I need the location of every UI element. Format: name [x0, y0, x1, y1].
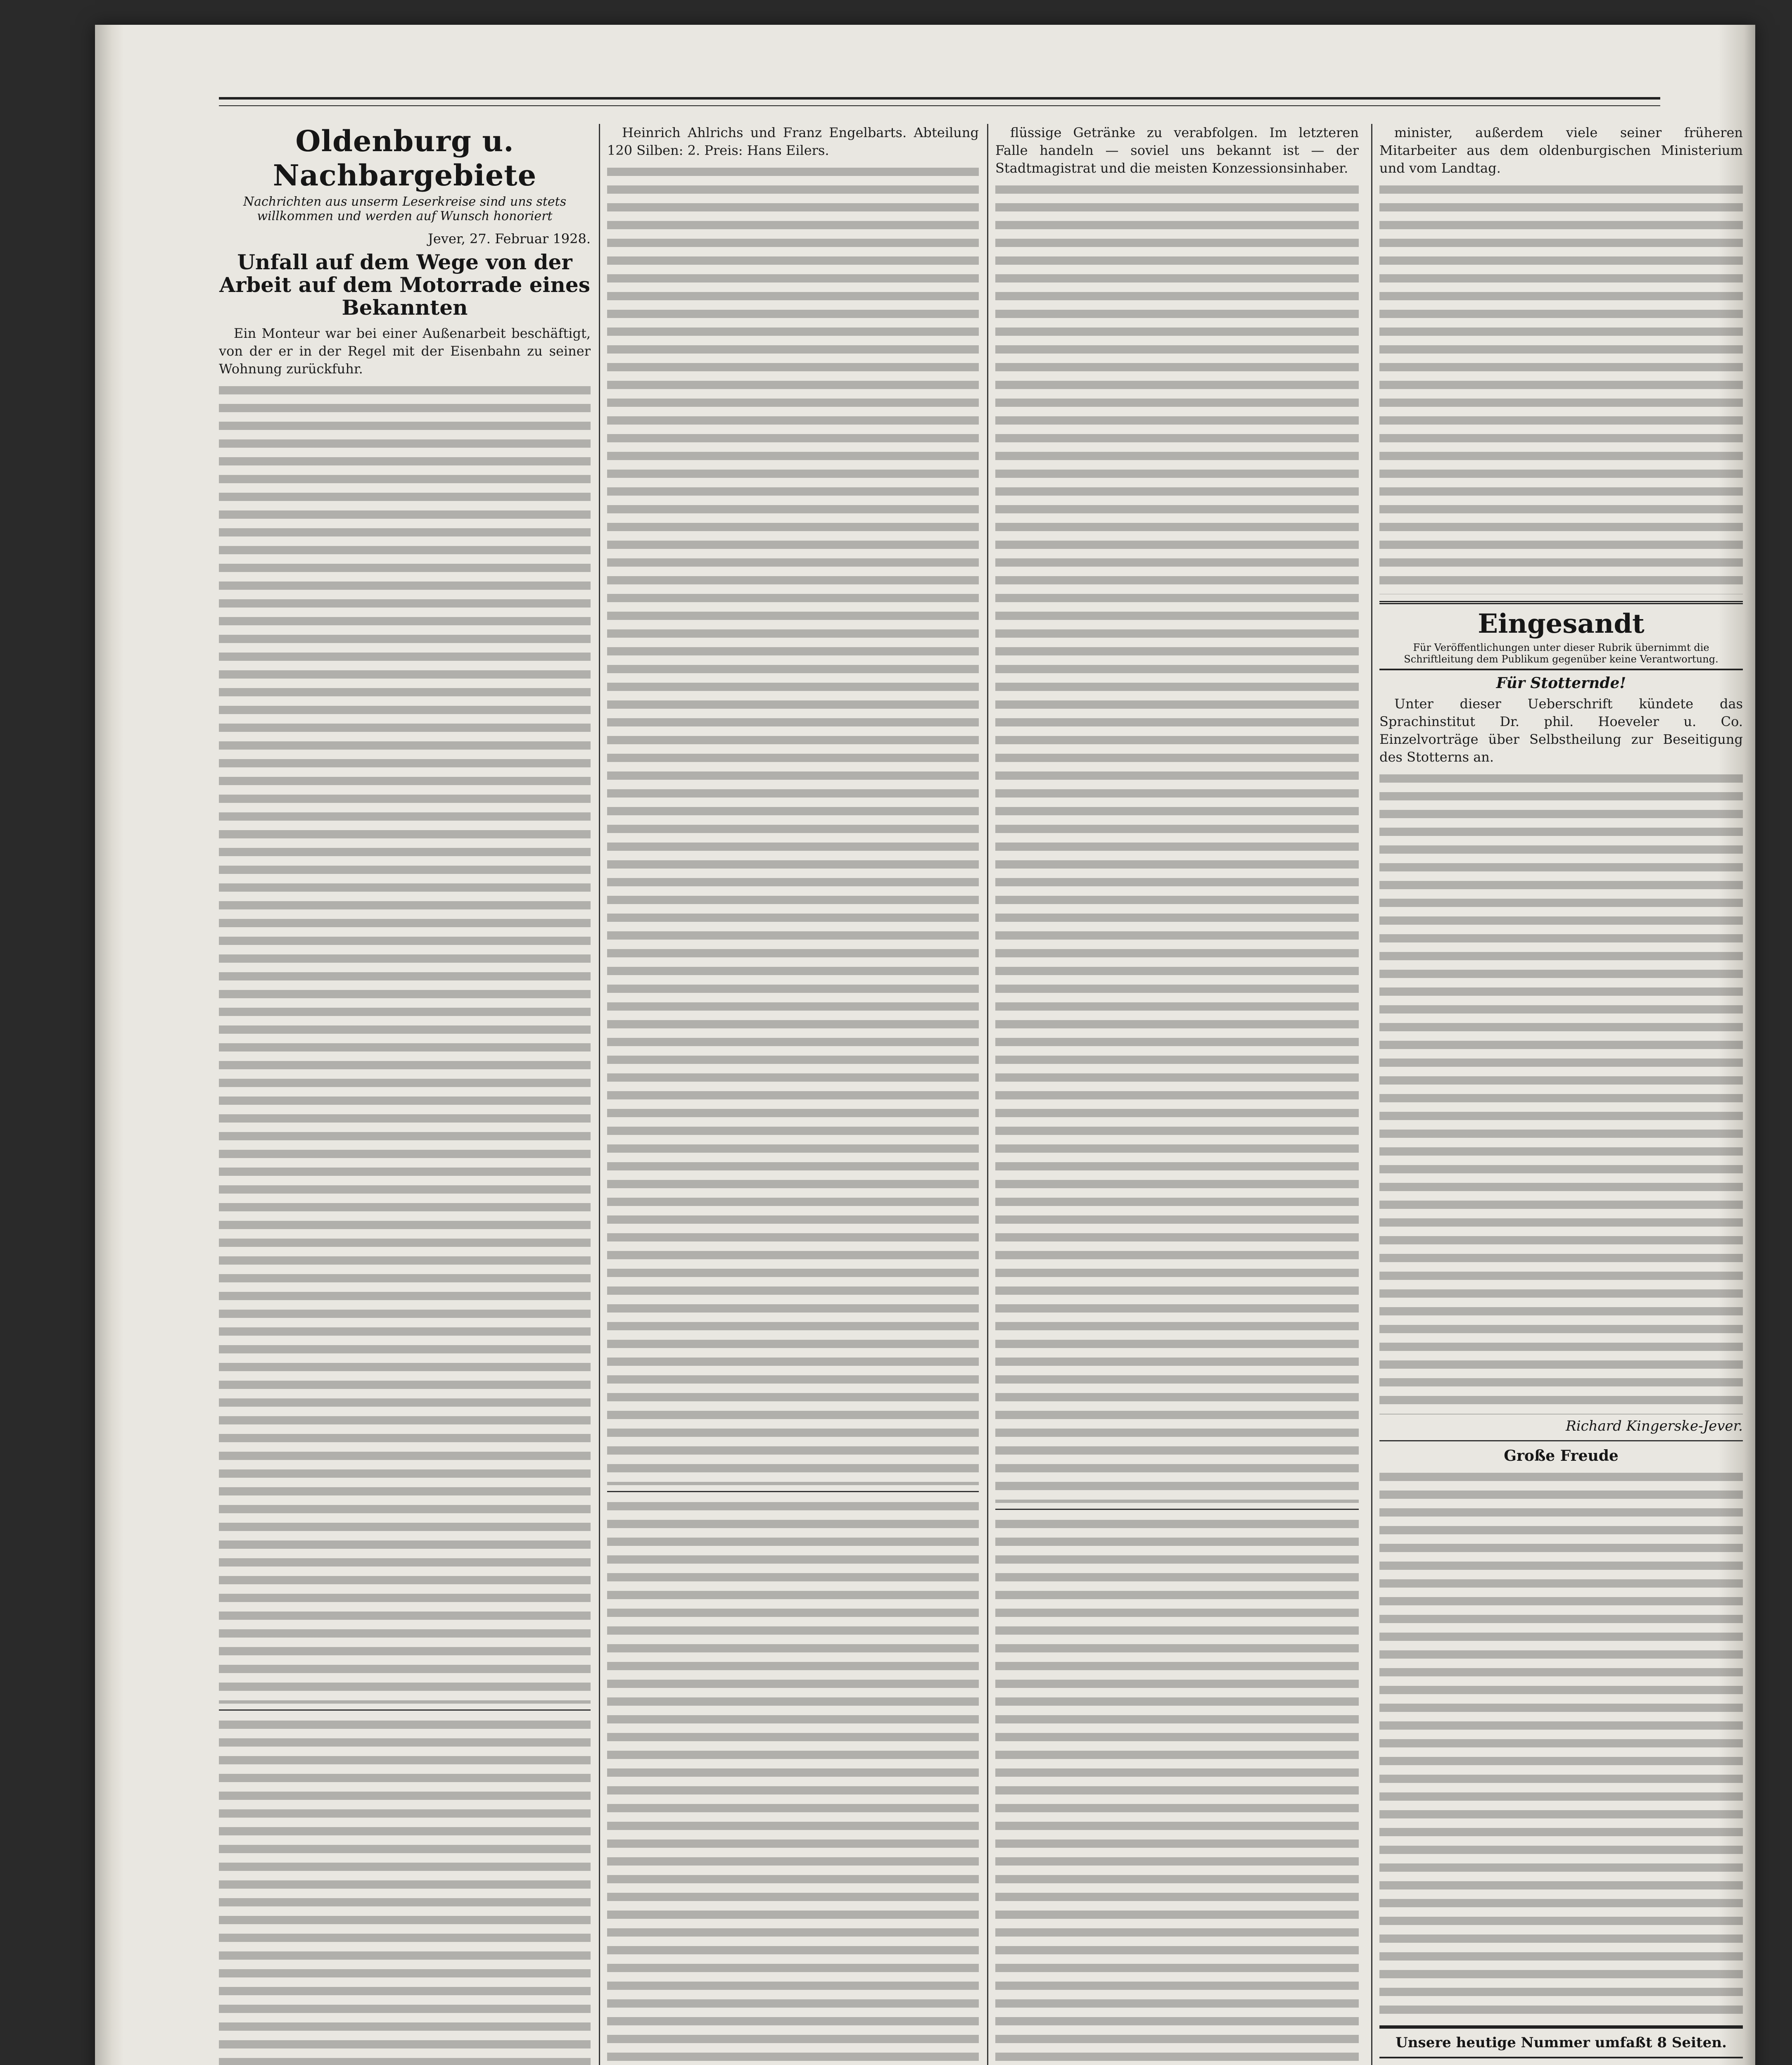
column-1: [219, 124, 591, 2065]
column-4: [1379, 124, 1743, 2065]
newspaper-page: [95, 25, 1755, 2065]
eingesandt-note: Für Veröffentlichungen unter dieser Rubrik übernimmt die Schriftleitung dem Publikum gegenüber keine Verantwortung.: [1404, 641, 1718, 665]
article-body: [219, 382, 591, 1704]
divider: [219, 1709, 591, 1711]
divider: [995, 1509, 1359, 1510]
grosse-freude-body: [1379, 1469, 1743, 2018]
eingesandt-header: [1379, 601, 1743, 671]
section-title: Oldenburg u. Nachbargebiete: [273, 124, 537, 192]
column-rule: [987, 124, 988, 2065]
eingesandt-body: [1379, 770, 1743, 1415]
article-body: [607, 164, 979, 1485]
article-lead: minister, außerdem viele seiner früheren Mitarbeiter aus dem oldenburgischen Ministerium und vom Landtag.: [1379, 125, 1743, 176]
article-body: [995, 1516, 1359, 2065]
article-body: [607, 1498, 979, 2065]
header-rule: [219, 97, 1660, 106]
column-rule: [599, 124, 600, 2065]
pages-notice: Unsere heutige Nummer umfaßt 8 Seiten.: [1379, 2025, 1743, 2058]
article-body: [995, 181, 1359, 1503]
eingesandt-signature: Richard Kingerske-Jever.: [1566, 1417, 1743, 1434]
dateline: Jever, 27. Februar 1928.: [428, 231, 591, 247]
divider: [1379, 1440, 1743, 1441]
column-2: [607, 124, 979, 2065]
article-lead: flüssige Getränke zu verabfolgen. Im letzteren Falle handeln — soviel uns bekannt ist — der Stadtmagistrat und die meisten Konzessionsinhaber.: [995, 125, 1359, 176]
article-body: [1379, 181, 1743, 594]
column-3: [995, 124, 1359, 2065]
article-headline: Unfall auf dem Wege von der Arbeit auf dem Motorrade eines Bekannten: [219, 250, 590, 320]
page-binding: [95, 25, 124, 2065]
section-subtitle: Nachrichten aus unserm Leserkreise sind uns stets willkommen und werden auf Wunsch honoriert: [243, 195, 567, 223]
divider: [607, 1491, 979, 1492]
article-lead: Heinrich Ahlrichs und Franz Engelbarts. Abteilung 120 Silben: 2. Preis: Hans Eilers.: [607, 125, 979, 158]
eingesandt-lead: Unter dieser Ueberschrift kündete das Sprachinstitut Dr. phil. Hoeveler u. Co. Einzelvorträge über Selbstheilung zur Beseitigung des Stotterns an.: [1379, 696, 1743, 765]
column-rule: [1371, 124, 1372, 2065]
eingesandt-subhead: Für Stotternde!: [1496, 674, 1626, 692]
grosse-freude-title: Große Freude: [1504, 1447, 1619, 1464]
article-lead: Ein Monteur war bei einer Außenarbeit beschäftigt, von der er in der Regel mit der Eisenbahn zu seiner Wohnung zurückfuhr.: [219, 325, 591, 377]
article-body: [219, 1716, 591, 2065]
eingesandt-title: Eingesandt: [1478, 608, 1645, 639]
